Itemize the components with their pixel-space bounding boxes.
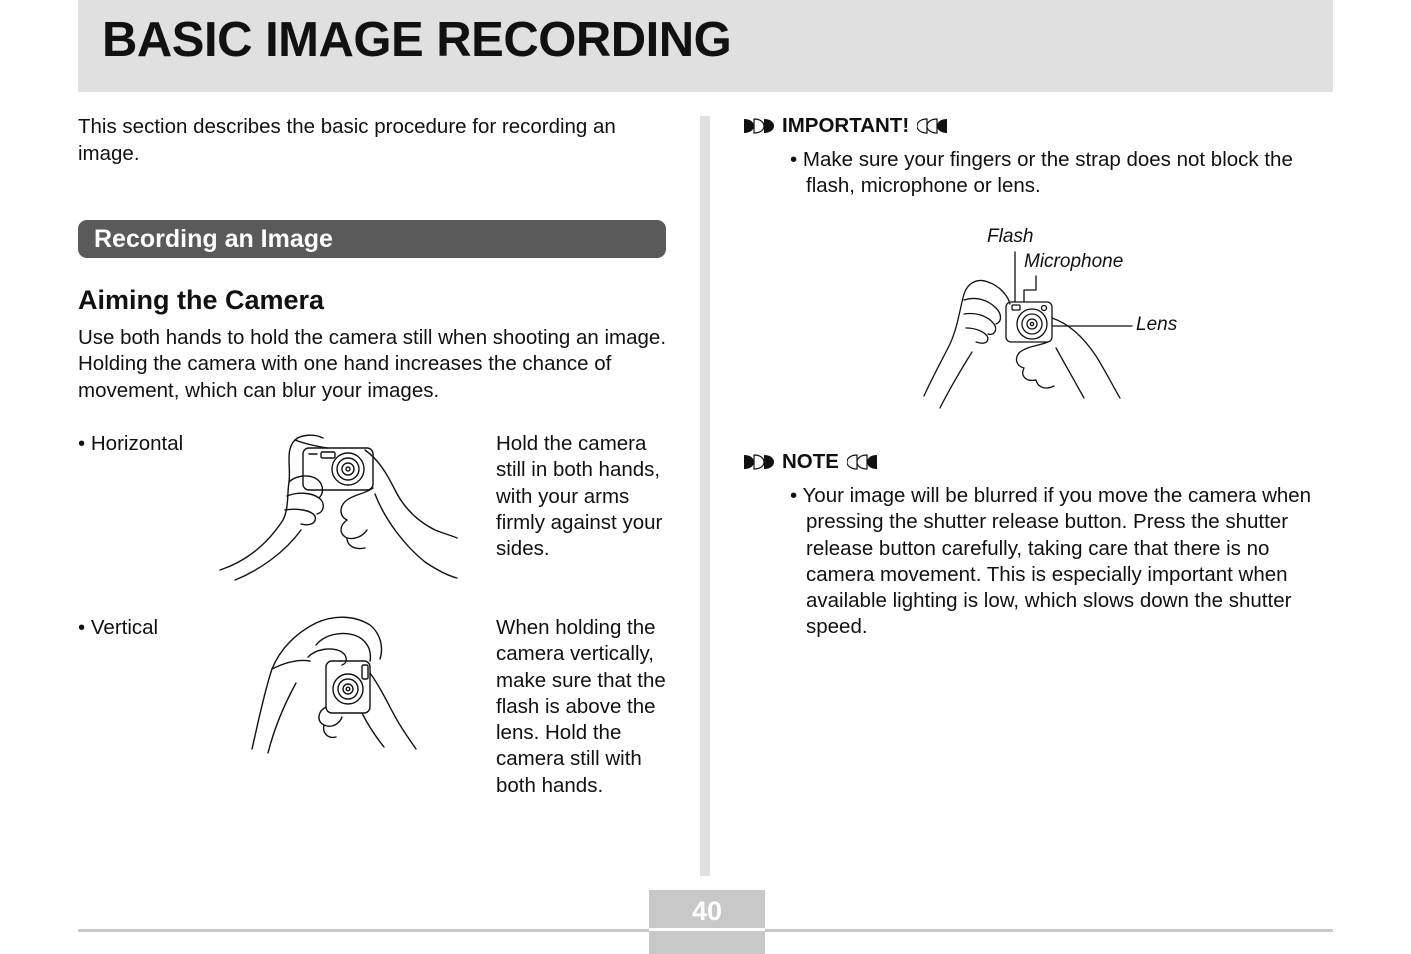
note-text: • Your image will be blurred if you move the camera when pressing the shutter release button. Press the shutter release button carefully, taking care that there is no camera movement. This is especially important when available lighting is low, which slows down the shutter speed. [790, 484, 1312, 639]
vertical-label: • Vertical [78, 616, 159, 639]
important-label: IMPORTANT! [782, 114, 910, 137]
page-title: BASIC IMAGE RECORDING [102, 13, 732, 67]
section-title: Recording an Image [94, 225, 333, 253]
note-label: NOTE [782, 450, 839, 473]
page-number-box [649, 890, 765, 954]
horizontal-label: • Horizontal [78, 432, 184, 455]
vertical-description: When holding the camera vertically, make sure that the flash is above the lens. Hold the camera still with both hands. [496, 616, 666, 797]
intro-text: This section describes the basic procedure for recording an image. [78, 115, 616, 165]
aiming-text: Use both hands to hold the camera still when shooting an image. Holding the camera with one hand increases the chance of movement, which can blur your images. [78, 326, 667, 402]
page-number: 40 [691, 896, 723, 926]
section-bar [78, 220, 666, 258]
sub-heading: Aiming the Camera [78, 285, 325, 315]
vertical-grip-illustration [250, 613, 420, 755]
microphone-callout: Microphone [1024, 251, 1124, 272]
arrows-left-icon [917, 118, 947, 134]
horizontal-grip-illustration [215, 430, 460, 582]
camera-parts-illustration [920, 248, 1135, 413]
arrows-right-icon [744, 454, 774, 470]
flash-callout: Flash [987, 226, 1034, 247]
arrows-right-icon [744, 118, 774, 134]
horizontal-description: Hold the camera still in both hands, with your arms firmly against your sides. [496, 432, 663, 561]
important-text: • Make sure your fingers or the strap does not block the flash, microphone or lens. [790, 148, 1293, 198]
note-heading [744, 449, 877, 475]
important-heading [744, 113, 947, 139]
column-divider [700, 116, 710, 876]
arrows-left-icon [847, 454, 877, 470]
lens-callout: Lens [1136, 314, 1178, 335]
